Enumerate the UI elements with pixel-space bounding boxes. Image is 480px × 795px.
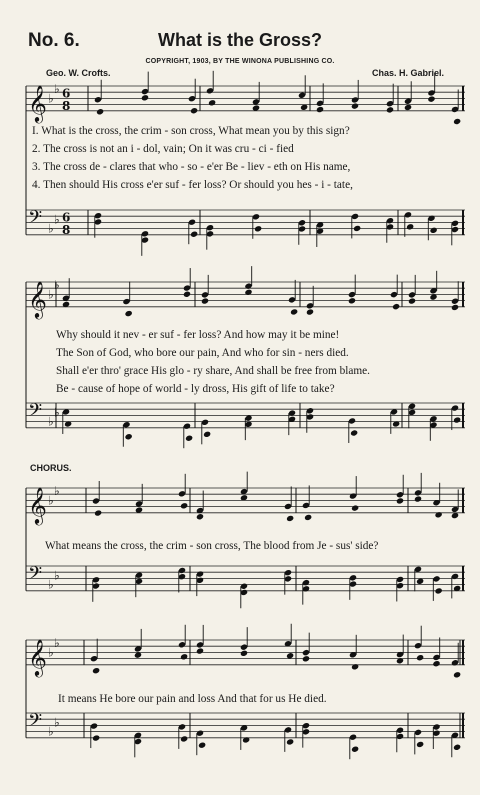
flat-icon: ♭ bbox=[54, 405, 60, 420]
note-head bbox=[180, 653, 188, 660]
note-head bbox=[453, 416, 461, 423]
note-head bbox=[94, 509, 102, 516]
verse-3-line-2: Shall e'er thro' grace His glo - ry share, And shall be free from blame. bbox=[56, 365, 371, 377]
note-head bbox=[125, 310, 133, 317]
note-head bbox=[185, 435, 193, 442]
hymn-title: What is the Gross? bbox=[157, 30, 323, 50]
bass-clef-icon: 𝄢 bbox=[28, 400, 43, 426]
note-head bbox=[414, 495, 422, 502]
note-head bbox=[254, 225, 262, 232]
note-head bbox=[351, 663, 359, 670]
note-head bbox=[453, 744, 461, 751]
note-head bbox=[208, 99, 216, 106]
flat-icon: ♭ bbox=[54, 212, 60, 227]
flat-icon: ♭ bbox=[48, 221, 54, 236]
note-head bbox=[286, 515, 294, 522]
note-head bbox=[183, 291, 191, 298]
note-head bbox=[353, 225, 361, 232]
note-head bbox=[196, 647, 204, 654]
flat-icon: ♭ bbox=[54, 278, 60, 293]
note-head bbox=[453, 118, 461, 125]
verse-2-line-1: 2. The cross is not an i - dol, vain; On it was cru - ci - fied bbox=[32, 143, 294, 155]
time-signature: 8 bbox=[62, 222, 71, 237]
note-head bbox=[392, 303, 400, 310]
verse-1-line-1: I. What is the cross, the crim - son cross, What mean you by this sign? bbox=[32, 125, 350, 137]
note-head bbox=[96, 108, 104, 115]
note-head bbox=[244, 289, 252, 296]
note-head bbox=[180, 735, 188, 742]
flat-icon: ♭ bbox=[48, 91, 54, 106]
note-head bbox=[350, 429, 358, 436]
treble-clef-icon: 𝄞 bbox=[28, 485, 47, 524]
verse-4-line-2: Be - cause of hope of world - ly dross, His gift of life to take? bbox=[56, 383, 335, 395]
copyright-notice: COPYRIGHT, 1903, BY THE WINONA PUBLISHING CO. bbox=[145, 58, 335, 65]
note-head bbox=[198, 742, 206, 749]
note-head bbox=[141, 94, 149, 101]
note-head bbox=[351, 505, 359, 512]
note-head bbox=[451, 304, 459, 311]
hymn-number: No. 6. bbox=[28, 30, 80, 51]
flat-icon: ♭ bbox=[48, 577, 54, 592]
flat-icon: ♭ bbox=[54, 636, 60, 651]
note-head bbox=[416, 741, 424, 748]
flat-icon: ♭ bbox=[48, 724, 54, 739]
note-head bbox=[416, 654, 424, 661]
flat-icon: ♭ bbox=[54, 484, 60, 499]
note-head bbox=[427, 96, 435, 103]
note-head bbox=[286, 738, 294, 745]
note-head bbox=[435, 511, 443, 518]
composer-credit: Chas. H. Gabriel. bbox=[371, 68, 444, 78]
flat-icon: ♭ bbox=[48, 645, 54, 660]
chorus-line-1: What means the cross, the crim - son cross, The blood from Je - sus' side? bbox=[45, 540, 379, 552]
note-head bbox=[386, 106, 394, 113]
note-head bbox=[432, 660, 440, 667]
note-head bbox=[190, 107, 198, 114]
verse-3-line-1: 3. The cross de - clares that who - so - e'er Be - liev - eth on His name, bbox=[32, 161, 351, 173]
flat-icon: ♭ bbox=[48, 493, 54, 508]
note-head bbox=[351, 746, 359, 753]
note-head bbox=[201, 297, 209, 304]
lyricist-credit: Geo. W. Crofts. bbox=[46, 68, 111, 78]
flat-icon: ♭ bbox=[48, 287, 54, 302]
verse-2-line-2: The Son of God, who bore our pain, And who for sin - ners died. bbox=[56, 347, 349, 359]
treble-clef-icon: 𝄞 bbox=[28, 637, 47, 676]
note-head bbox=[92, 667, 100, 674]
treble-clef-icon: 𝄞 bbox=[28, 279, 47, 318]
note-head bbox=[196, 513, 204, 520]
verse-1-line-2: Why should it nev - er suf - fer loss? And how may it be mine! bbox=[56, 329, 340, 341]
time-signature: 8 bbox=[62, 98, 71, 113]
note-head bbox=[396, 497, 404, 504]
chorus-line-2: It means He bore our pain and loss And that for us He died. bbox=[58, 693, 327, 705]
time-signature: 6 bbox=[62, 210, 71, 225]
note-head bbox=[290, 308, 298, 315]
bass-clef-icon: 𝄢 bbox=[28, 207, 43, 233]
note-head bbox=[304, 514, 312, 521]
note-head bbox=[125, 433, 133, 440]
note-head bbox=[180, 502, 188, 509]
flat-icon: ♭ bbox=[54, 715, 60, 730]
flat-icon: ♭ bbox=[54, 568, 60, 583]
time-signature: 6 bbox=[62, 86, 71, 101]
note-head bbox=[453, 671, 461, 678]
note-head bbox=[351, 103, 359, 110]
note-head bbox=[406, 223, 414, 230]
note-head bbox=[316, 106, 324, 113]
note-head bbox=[203, 431, 211, 438]
note-head bbox=[408, 297, 416, 304]
note-head bbox=[92, 734, 100, 741]
flat-icon: ♭ bbox=[54, 82, 60, 97]
bass-clef-icon: 𝄢 bbox=[28, 563, 43, 589]
note-head bbox=[430, 227, 438, 234]
treble-clef-icon: 𝄞 bbox=[28, 83, 47, 122]
note-head bbox=[302, 655, 310, 662]
note-head bbox=[306, 308, 314, 315]
bass-clef-icon: 𝄢 bbox=[28, 710, 43, 736]
chorus-label: CHORUS. bbox=[30, 463, 72, 473]
note-head bbox=[435, 587, 443, 594]
flat-icon: ♭ bbox=[48, 414, 54, 429]
note-head bbox=[190, 231, 198, 238]
verse-4-line-1: 4. Then should His cross e'er suf - fer loss? Or should you hes - i - tate, bbox=[32, 179, 353, 191]
note-head bbox=[348, 297, 356, 304]
note-head bbox=[240, 650, 248, 657]
